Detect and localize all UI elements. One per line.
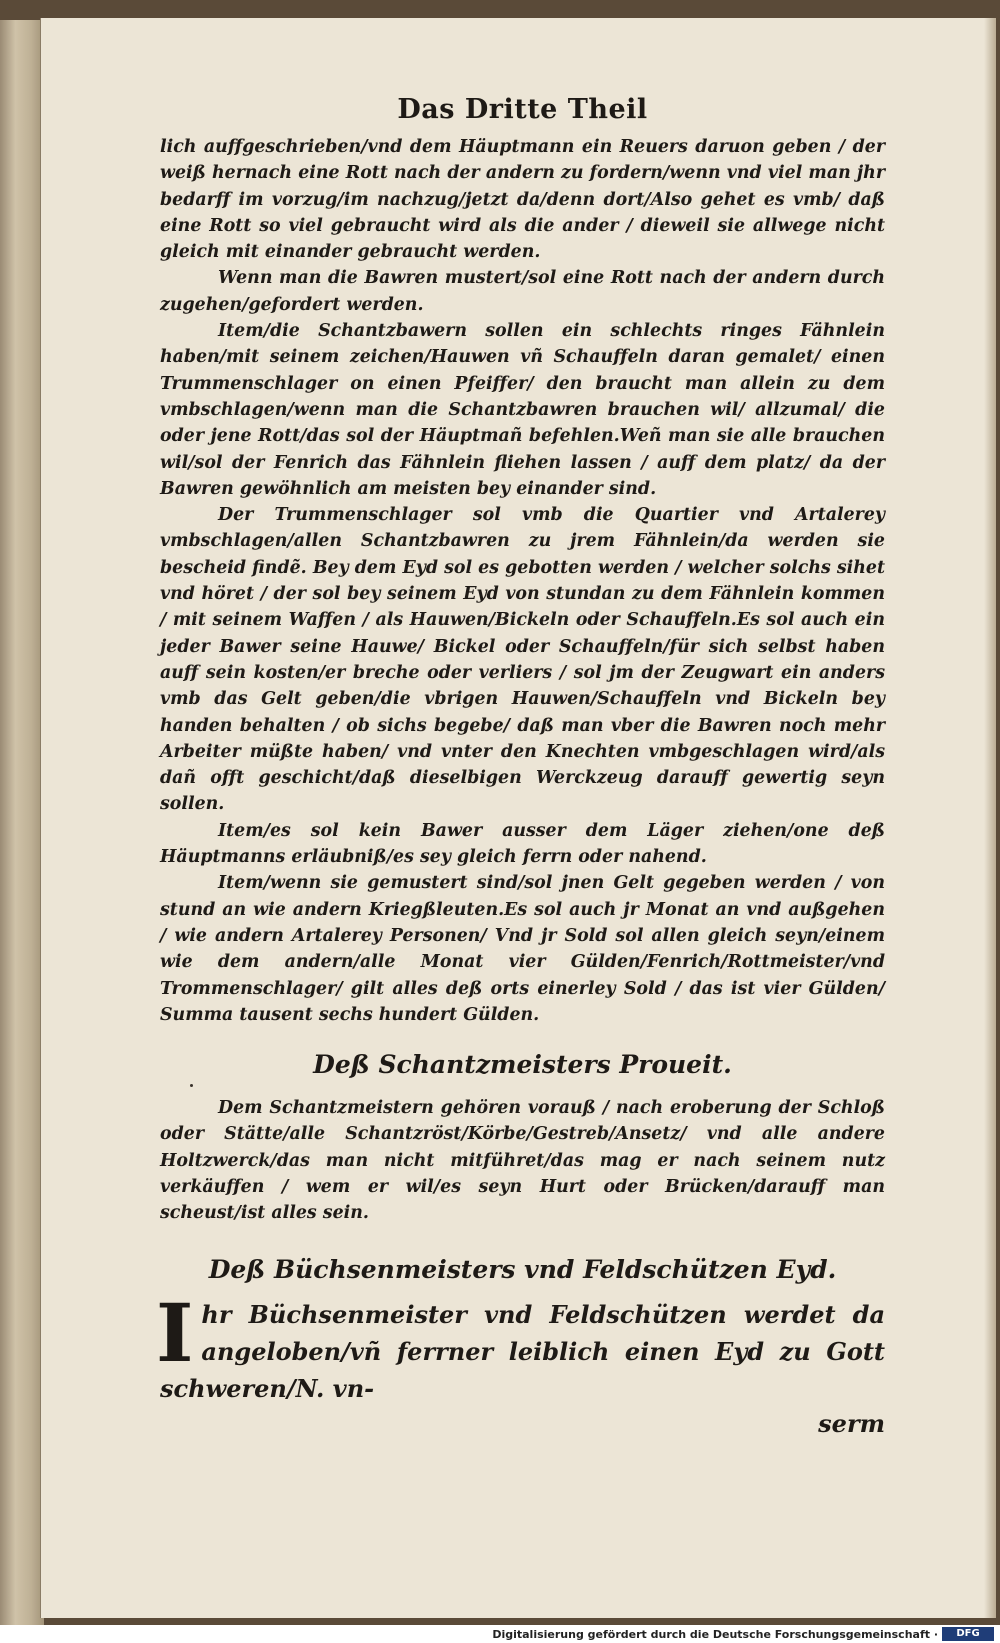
drop-cap-initial: I — [156, 1285, 194, 1380]
ink-speck — [190, 1084, 193, 1087]
paragraph-3: Item/die Schantzbawern sollen ein schlechts ringes Fähnlein haben/mit seinem zeichen/Hauwen vñ Schauffeln daran gemalet/ einen Trummenschlager on einen Pfeiffer/ den braucht man allein zu dem vmbschlagen/wenn man die Schantzbawren brauchen wil/ allzumal/ die oder jene Rott/das sol der Häuptmañ befehlen.Weñ man sie alle brauchen wil/sol der Fenrich das Fähnlein fliehen lassen / auff dem platz/ da der Bawren gewöhnlich am meisten bey einander sind. — [160, 321, 885, 499]
paragraph-5: Item/es sol kein Bawer ausser dem Läger ziehen/one deß Häuptmanns erläubniß/es sey gleich ferrn oder nahend. — [160, 820, 885, 868]
dfg-logo: DFG — [942, 1627, 994, 1641]
paragraph-2: Wenn man die Bawren mustert/sol eine Rott nach der andern durch zugehen/gefordert werden. — [160, 268, 885, 315]
section-title-buechsenmeister: Deß Büchsenmeisters vnd Feldschützen Eyd. — [208, 1254, 837, 1284]
section-title-schantzmeister: Deß Schantzmeisters Proueit. — [313, 1050, 732, 1080]
oath-text — [156, 1285, 885, 1407]
page-content — [156, 80, 885, 1438]
section-text-schantzmeister: Dem Schantzmeistern gehören vorauß / nach eroberung der Schloß oder Stätte/alle Schantzröst/Körbe/Gestreb/Ansetz/ vnd alle andere Holtzwerck/das man nicht mitführet/das mag er nach seinem nutz verkäuffen / wem er wil/es seyn Hurt oder Brücken/darauff man scheust/ist alles sein. — [160, 1098, 885, 1224]
oath-body: hr Büchsenmeister vnd Feldschützen werdet da angeloben/vñ ferrner leiblich einen Eyd zu Gott schweren/N. vn- — [160, 1299, 885, 1403]
catchword: serm — [818, 1408, 885, 1438]
paragraph-1: lich auffgeschrieben/vnd dem Häuptmann ein Reuers daruon geben / der weiß hernach eine Rott nach der andern zu fordern/wenn vnd viel man jhr bedarff im vorzug/im nachzug/jetzt da/denn dort/Also gehet es vmb/ daß eine Rott so viel gebraucht wird als die ander / dieweil sie allwege nicht gleich mit einander gebraucht werden. — [160, 137, 885, 263]
paragraph-6: Item/wenn sie gemustert sind/sol jnen Gelt gegeben werden / von stund an wie andern Kriegßleuten.Es sol auch jr Monat an vnd außgehen / wie andern Artalerey Personen/ Vnd jr Sold sol allen gleich seyn/einem wie dem andern/alle Monat vier Gülden/Fenrich/Rottmeister/vnd Trommenschlager/ gilt alles deß orts einerley Sold / das ist vier Gülden/ Summa tausent sechs hundert Gülden. — [160, 873, 885, 1025]
running-head: Das Dritte Theil — [397, 94, 648, 125]
book-page-edge — [0, 20, 44, 1625]
paragraph-4: Der Trummenschlager sol vmb die Quartier vnd Artalerey vmbschlagen/allen Schantzbawren zu jrem Fähnlein/da werden sie bescheid findẽ. Bey dem Eyd sol es gebotten werden / welcher solchs sihet vnd höret / der sol bey seinem Eyd von stundan zu dem Fähnlein kommen / mit seinem Waffen / als Hauwen/Bickeln oder Schauffeln.Es sol auch ein jeder Bawer seine Hauwe/ Bickel oder Schauffeln/für sich selbst haben auff sein kosten/er breche oder verliers / sol jm der Zeugwart ein anders vmb das Gelt geben/die vbrigen Hauwen/Schauffeln vnd Bickeln bey handen behalten / ob sichs begebe/ daß man vber die Bawren noch mehr Arbeiter müßte haben/ vnd vnter den Knechten vmbgeschlagen wird/als dañ offt geschicht/daß dieselbigen Werckzeug darauff gewertig seyn sollen. — [160, 505, 885, 815]
footer-credit: Digitalisierung gefördert durch die Deutsche Forschungsgemeinschaft · — [492, 1628, 938, 1641]
